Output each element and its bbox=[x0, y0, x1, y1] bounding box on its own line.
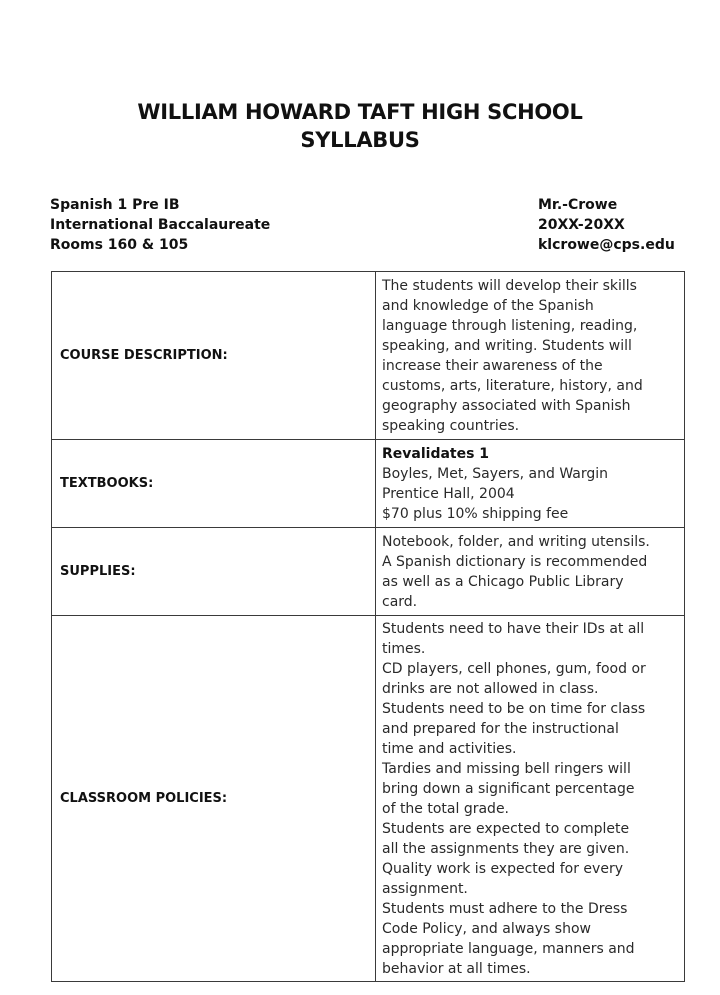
text-line: all the assignments they are given. bbox=[382, 841, 630, 857]
text-line: and prepared for the instructional bbox=[382, 721, 619, 737]
page-title bbox=[0, 98, 720, 154]
table-row-textbooks bbox=[52, 440, 685, 528]
text-line: card. bbox=[382, 594, 418, 610]
text-line: Code Policy, and always show bbox=[382, 921, 591, 937]
text-line: as well as a Chicago Public Library bbox=[382, 574, 624, 590]
textbooks-label: TEXTBOOKS: bbox=[52, 440, 376, 528]
text-line: and knowledge of the Spanish bbox=[382, 298, 594, 314]
text-line: Notebook, folder, and writing utensils. bbox=[382, 534, 650, 550]
text-line: $70 plus 10% shipping fee bbox=[382, 506, 569, 522]
teacher-email: klcrowe@cps.edu bbox=[538, 237, 675, 253]
text-line: A Spanish dictionary is recommended bbox=[382, 554, 648, 570]
classroom-policies-label: CLASSROOM POLICIES: bbox=[52, 616, 376, 982]
course-description-label: COURSE DESCRIPTION: bbox=[52, 272, 376, 440]
text-line: Students need to be on time for class bbox=[382, 701, 646, 717]
supplies-label: SUPPLIES: bbox=[52, 528, 376, 616]
text-line: behavior at all times. bbox=[382, 961, 531, 977]
textbooks-content bbox=[376, 440, 685, 528]
text-line: speaking countries. bbox=[382, 418, 520, 434]
table-row-supplies bbox=[52, 528, 685, 616]
school-year: 20XX-20XX bbox=[538, 217, 625, 233]
text-line: Prentice Hall, 2004 bbox=[382, 486, 515, 502]
textbook-title: Revalidates 1 bbox=[382, 446, 490, 462]
table-row-course-description bbox=[52, 272, 685, 440]
room-numbers: Rooms 160 & 105 bbox=[50, 237, 189, 253]
course-name: Spanish 1 Pre IB bbox=[50, 197, 180, 213]
syllabus-table bbox=[51, 271, 685, 982]
text-line: speaking, and writing. Students will bbox=[382, 338, 632, 354]
text-line: Quality work is expected for every bbox=[382, 861, 623, 877]
text-line: Students are expected to complete bbox=[382, 821, 630, 837]
teacher-info bbox=[538, 195, 675, 255]
table-row-classroom-policies bbox=[52, 616, 685, 982]
document-type: SYLLABUS bbox=[300, 128, 420, 152]
school-name: WILLIAM HOWARD TAFT HIGH SCHOOL bbox=[137, 100, 583, 124]
text-line: bring down a significant percentage bbox=[382, 781, 635, 797]
teacher-name: Mr.-Crowe bbox=[538, 197, 618, 213]
text-line: assignment. bbox=[382, 881, 468, 897]
text-line: time and activities. bbox=[382, 741, 517, 757]
text-line: drinks are not allowed in class. bbox=[382, 681, 599, 697]
text-line: customs, arts, literature, history, and bbox=[382, 378, 643, 394]
text-line: language through listening, reading, bbox=[382, 318, 638, 334]
classroom-policies-content bbox=[376, 616, 685, 982]
text-line: geography associated with Spanish bbox=[382, 398, 631, 414]
text-line: of the total grade. bbox=[382, 801, 510, 817]
text-line: Boyles, Met, Sayers, and Wargin bbox=[382, 466, 609, 482]
supplies-content bbox=[376, 528, 685, 616]
text-line: Tardies and missing bell ringers will bbox=[382, 761, 631, 777]
text-line: appropriate language, manners and bbox=[382, 941, 635, 957]
course-description-content bbox=[376, 272, 685, 440]
text-line: CD players, cell phones, gum, food or bbox=[382, 661, 646, 677]
text-line: times. bbox=[382, 641, 426, 657]
text-line: increase their awareness of the bbox=[382, 358, 603, 374]
program-name: International Baccalaureate bbox=[50, 217, 271, 233]
text-line: The students will develop their skills bbox=[382, 278, 637, 294]
text-line: Students need to have their IDs at all bbox=[382, 621, 645, 637]
course-info bbox=[50, 195, 270, 255]
text-line: Students must adhere to the Dress bbox=[382, 901, 628, 917]
